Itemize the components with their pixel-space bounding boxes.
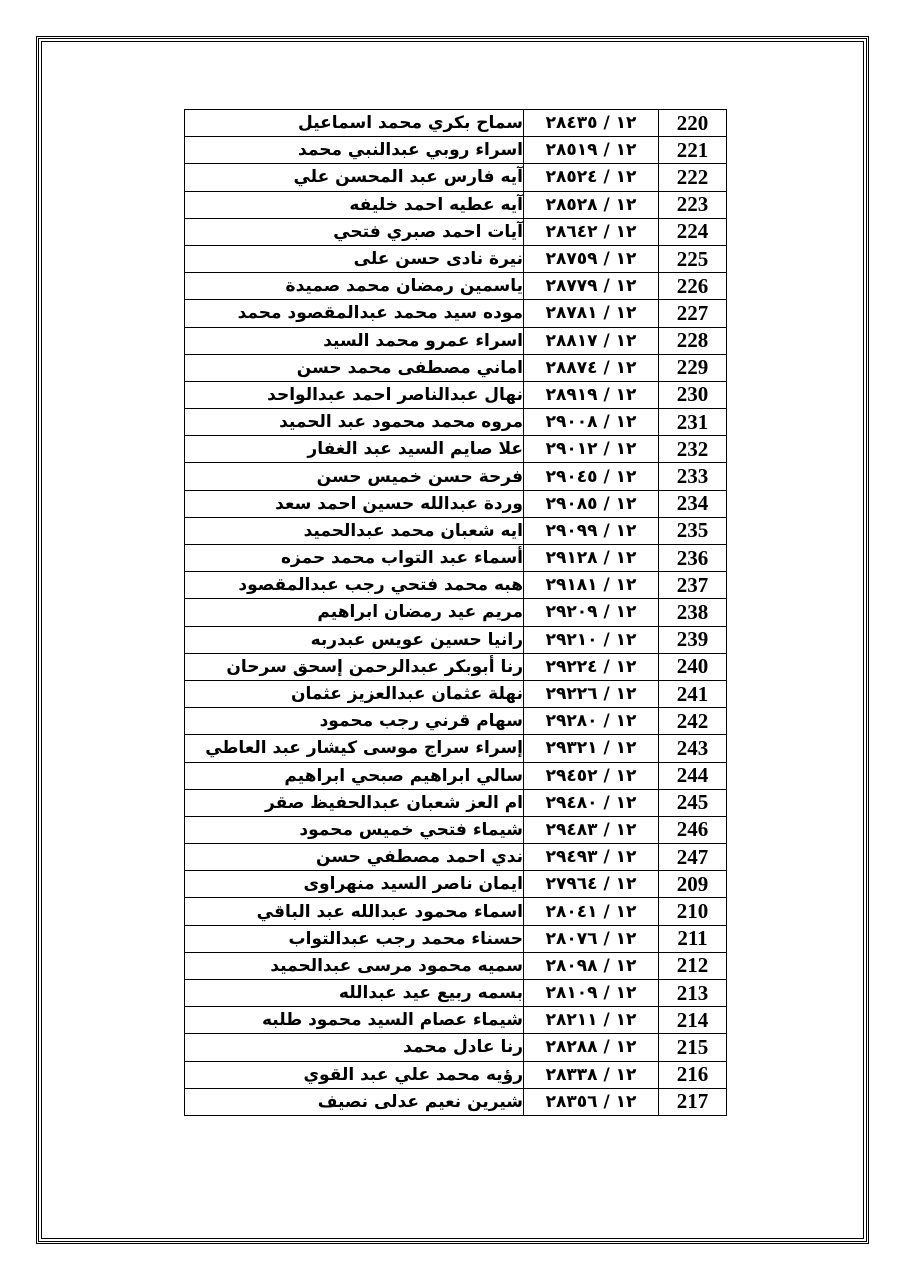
- name-cell: نيرة نادى حسن على: [185, 245, 524, 272]
- number-cell: 239: [659, 626, 727, 653]
- table-row: [185, 952, 727, 979]
- table-row: [185, 925, 727, 952]
- number-cell: 243: [659, 735, 727, 762]
- number-cell: 245: [659, 789, 727, 816]
- code-cell: ١٢ / ٢٩٤٥٢: [524, 762, 659, 789]
- number-cell: 240: [659, 653, 727, 680]
- name-cell: شيماء فتحي خميس محمود: [185, 816, 524, 843]
- number-cell: 217: [659, 1088, 727, 1115]
- code-cell: ١٢ / ٢٨٨١٧: [524, 327, 659, 354]
- number-cell: 216: [659, 1061, 727, 1088]
- number-cell: 229: [659, 354, 727, 381]
- code-cell: ١٢ / ٢٩٤٨٠: [524, 789, 659, 816]
- table-row: [185, 517, 727, 544]
- number-cell: 223: [659, 191, 727, 218]
- number-cell: 230: [659, 381, 727, 408]
- code-cell: ١٢ / ٢٨٣٣٨: [524, 1061, 659, 1088]
- name-cell: آيه عطيه احمد خليفه: [185, 191, 524, 218]
- names-table-body: [185, 110, 727, 1116]
- number-cell: 209: [659, 871, 727, 898]
- number-cell: 220: [659, 110, 727, 137]
- number-cell: 211: [659, 925, 727, 952]
- number-cell: 222: [659, 164, 727, 191]
- table-row: [185, 381, 727, 408]
- code-cell: ١٢ / ٢٩٠٤٥: [524, 463, 659, 490]
- code-cell: ١٢ / ٢٩٢٢٦: [524, 680, 659, 707]
- name-cell: ايه شعبان محمد عبدالحميد: [185, 517, 524, 544]
- name-cell: سهام قرني رجب محمود: [185, 708, 524, 735]
- name-cell: حسناء محمد رجب عبدالتواب: [185, 925, 524, 952]
- name-cell: نهلة عثمان عبدالعزيز عثمان: [185, 680, 524, 707]
- table-row: [185, 735, 727, 762]
- code-cell: ١٢ / ٢٩٠١٢: [524, 436, 659, 463]
- code-cell: ١٢ / ٢٩٣٢١: [524, 735, 659, 762]
- code-cell: ١٢ / ٢٩٠٩٩: [524, 517, 659, 544]
- name-cell: رنا عادل محمد: [185, 1034, 524, 1061]
- number-cell: 238: [659, 599, 727, 626]
- number-cell: 231: [659, 409, 727, 436]
- table-row: [185, 218, 727, 245]
- code-cell: ١٢ / ٢٨٥١٩: [524, 137, 659, 164]
- name-cell: آيه فارس عبد المحسن علي: [185, 164, 524, 191]
- number-cell: 213: [659, 980, 727, 1007]
- table-row: [185, 789, 727, 816]
- code-cell: ١٢ / ٢٩٢٠٩: [524, 599, 659, 626]
- code-cell: ١٢ / ٢٩١٨١: [524, 572, 659, 599]
- number-cell: 212: [659, 952, 727, 979]
- code-cell: ١٢ / ٢٩٠٠٨: [524, 409, 659, 436]
- name-cell: فرحة حسن خميس حسن: [185, 463, 524, 490]
- number-cell: 246: [659, 816, 727, 843]
- name-cell: نهال عبدالناصر احمد عبدالواحد: [185, 381, 524, 408]
- table-row: [185, 545, 727, 572]
- code-cell: ١٢ / ٢٨٧٧٩: [524, 273, 659, 300]
- table-row: [185, 354, 727, 381]
- code-cell: ١٢ / ٢٨٧٨١: [524, 300, 659, 327]
- name-cell: اسراء روبي عبدالنبي محمد: [185, 137, 524, 164]
- number-cell: 244: [659, 762, 727, 789]
- name-cell: ياسمين رمضان محمد صميدة: [185, 273, 524, 300]
- name-cell: رنا أبوبكر عبدالرحمن إسحق سرحان: [185, 653, 524, 680]
- name-cell: سماح بكري محمد اسماعيل: [185, 110, 524, 137]
- number-cell: 232: [659, 436, 727, 463]
- number-cell: 214: [659, 1007, 727, 1034]
- code-cell: ١٢ / ٢٩٢١٠: [524, 626, 659, 653]
- names-table: [184, 109, 727, 1116]
- name-cell: آيات احمد صبري فتحي: [185, 218, 524, 245]
- table-row: [185, 300, 727, 327]
- name-cell: سالي ابراهيم صبحي ابراهيم: [185, 762, 524, 789]
- number-cell: 215: [659, 1034, 727, 1061]
- code-cell: ١٢ / ٢٨٠٧٦: [524, 925, 659, 952]
- name-cell: ايمان ناصر السيد منهراوى: [185, 871, 524, 898]
- code-cell: ١٢ / ٢٨٦٤٢: [524, 218, 659, 245]
- number-cell: 221: [659, 137, 727, 164]
- name-cell: شيرين نعيم عدلى نصيف: [185, 1088, 524, 1115]
- name-cell: رؤيه محمد علي عبد القوي: [185, 1061, 524, 1088]
- number-cell: 210: [659, 898, 727, 925]
- code-cell: ١٢ / ٢٩١٢٨: [524, 545, 659, 572]
- table-row: [185, 708, 727, 735]
- table-row: [185, 327, 727, 354]
- table-row: [185, 490, 727, 517]
- name-cell: هبه محمد فتحي رجب عبدالمقصود: [185, 572, 524, 599]
- name-cell: اماني مصطفى محمد حسن: [185, 354, 524, 381]
- name-cell: علا صايم السيد عبد الغفار: [185, 436, 524, 463]
- name-cell: مروه محمد محمود عبد الحميد: [185, 409, 524, 436]
- code-cell: ١٢ / ٢٨٢٨٨: [524, 1034, 659, 1061]
- code-cell: ١٢ / ٢٨٣٥٦: [524, 1088, 659, 1115]
- table-row: [185, 110, 727, 137]
- table-row: [185, 273, 727, 300]
- number-cell: 241: [659, 680, 727, 707]
- code-cell: ١٢ / ٢٩٤٩٣: [524, 844, 659, 871]
- number-cell: 224: [659, 218, 727, 245]
- number-cell: 242: [659, 708, 727, 735]
- table-row: [185, 409, 727, 436]
- code-cell: ١٢ / ٢٨٩١٩: [524, 381, 659, 408]
- table-row: [185, 762, 727, 789]
- table-row: [185, 137, 727, 164]
- name-cell: وردة عبدالله حسين احمد سعد: [185, 490, 524, 517]
- code-cell: ١٢ / ٢٧٩٦٤: [524, 871, 659, 898]
- number-cell: 228: [659, 327, 727, 354]
- name-cell: شيماء عصام السيد محمود طلبه: [185, 1007, 524, 1034]
- number-cell: 236: [659, 545, 727, 572]
- code-cell: ١٢ / ٢٨٥٢٤: [524, 164, 659, 191]
- table-row: [185, 1088, 727, 1115]
- code-cell: ١٢ / ٢٨٢١١: [524, 1007, 659, 1034]
- number-cell: 247: [659, 844, 727, 871]
- number-cell: 227: [659, 300, 727, 327]
- name-cell: مريم عيد رمضان ابراهيم: [185, 599, 524, 626]
- number-cell: 234: [659, 490, 727, 517]
- code-cell: ١٢ / ٢٨٥٢٨: [524, 191, 659, 218]
- name-cell: ندي احمد مصطفي حسن: [185, 844, 524, 871]
- table-row: [185, 1061, 727, 1088]
- name-cell: اسماء محمود عبدالله عبد الباقي: [185, 898, 524, 925]
- table-row: [185, 191, 727, 218]
- table-row: [185, 164, 727, 191]
- code-cell: ١٢ / ٢٨٧٥٩: [524, 245, 659, 272]
- number-cell: 226: [659, 273, 727, 300]
- code-cell: ١٢ / ٢٩٢٢٤: [524, 653, 659, 680]
- number-cell: 233: [659, 463, 727, 490]
- table-row: [185, 463, 727, 490]
- code-cell: ١٢ / ٢٩٤٨٣: [524, 816, 659, 843]
- name-cell: بسمه ربيع عيد عبدالله: [185, 980, 524, 1007]
- table-row: [185, 245, 727, 272]
- name-cell: أسماء عبد التواب محمد حمزه: [185, 545, 524, 572]
- table-row: [185, 680, 727, 707]
- table-row: [185, 1034, 727, 1061]
- number-cell: 225: [659, 245, 727, 272]
- table-row: [185, 599, 727, 626]
- code-cell: ١٢ / ٢٨٨٧٤: [524, 354, 659, 381]
- number-cell: 235: [659, 517, 727, 544]
- code-cell: ١٢ / ٢٨٤٣٥: [524, 110, 659, 137]
- table-row: [185, 626, 727, 653]
- table-row: [185, 980, 727, 1007]
- name-cell: إسراء سراج موسى كيشار عبد العاطي: [185, 735, 524, 762]
- table-row: [185, 871, 727, 898]
- name-cell: ام العز شعبان عبدالحفيظ صقر: [185, 789, 524, 816]
- code-cell: ١٢ / ٢٩٢٨٠: [524, 708, 659, 735]
- name-cell: سميه محمود مرسى عبدالحميد: [185, 952, 524, 979]
- table-row: [185, 844, 727, 871]
- table-row: [185, 816, 727, 843]
- code-cell: ١٢ / ٢٨٠٤١: [524, 898, 659, 925]
- code-cell: ١٢ / ٢٨١٠٩: [524, 980, 659, 1007]
- table-row: [185, 572, 727, 599]
- name-cell: موده سيد محمد عبدالمقصود محمد: [185, 300, 524, 327]
- table-row: [185, 653, 727, 680]
- table-row: [185, 898, 727, 925]
- table-row: [185, 436, 727, 463]
- name-cell: رانيا حسين عويس عبدربه: [185, 626, 524, 653]
- table-row: [185, 1007, 727, 1034]
- code-cell: ١٢ / ٢٩٠٨٥: [524, 490, 659, 517]
- number-cell: 237: [659, 572, 727, 599]
- code-cell: ١٢ / ٢٨٠٩٨: [524, 952, 659, 979]
- name-cell: اسراء عمرو محمد السيد: [185, 327, 524, 354]
